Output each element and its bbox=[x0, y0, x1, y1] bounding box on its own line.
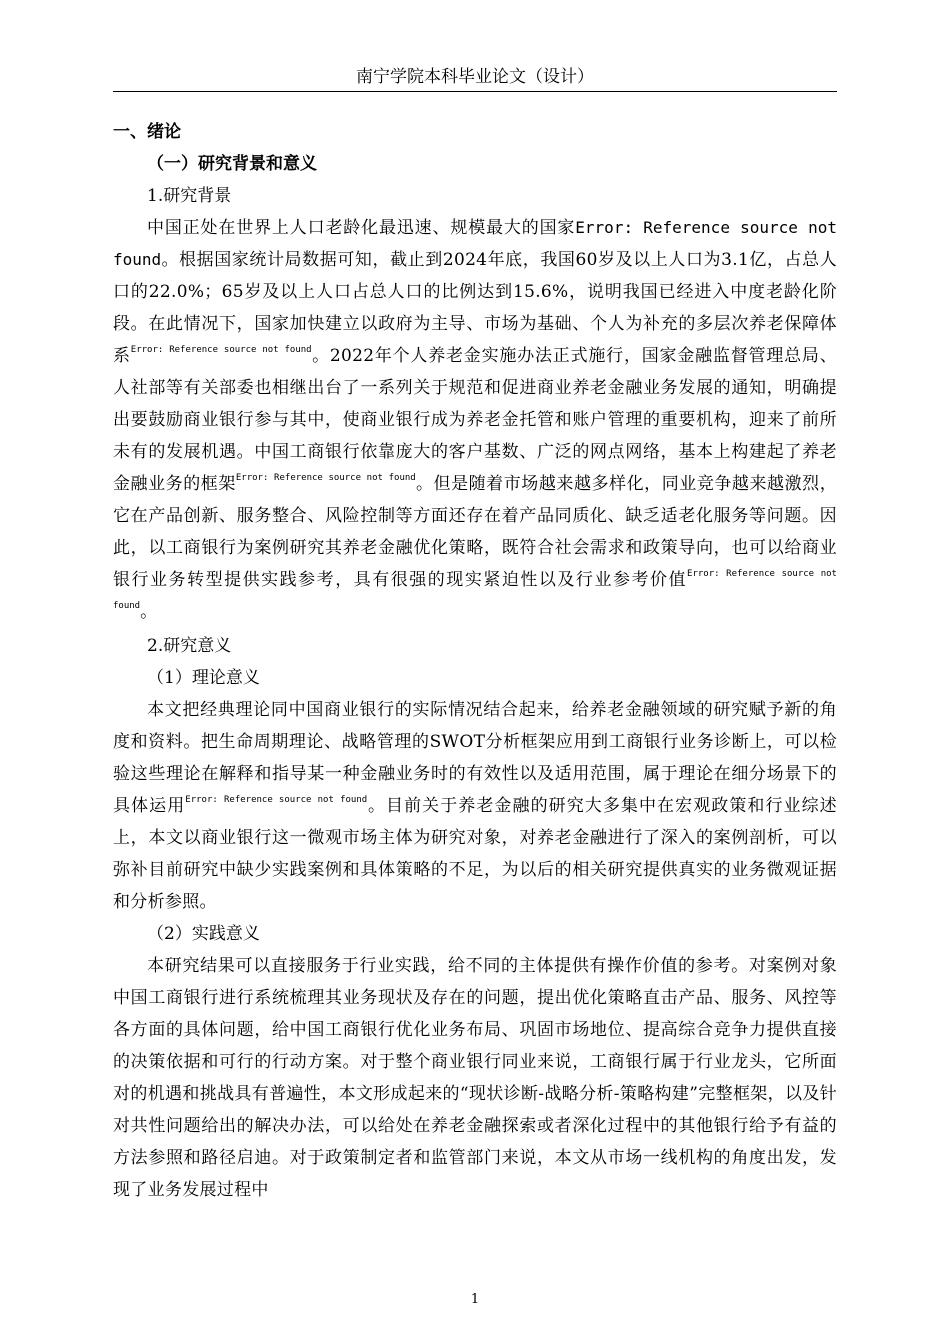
subsection-title-practice: （2）实践意义 bbox=[147, 924, 260, 944]
chapter-heading: 一、绪论 bbox=[113, 122, 181, 142]
text-run: 中国正处在世界上人口老龄化最迅速、规模最大的国家 bbox=[147, 218, 576, 238]
reference-error-superscript: Error: Reference source not found bbox=[113, 569, 837, 611]
paragraph-practice: 本研究结果可以直接服务于行业实践，给不同的主体提供有操作价值的参考。对案例对象中国工商银行进行系统梳理其业务现状及存在的问题，提出优化策略直击产品、服务、风控等各方面的具体问题，给中国工商银行优化业务布局、巩固市场地位、提高综合竞争力提供直接的决策依据和可行的行动方案。对于整个商业银行同业来说，工商银行属于行业龙头，它所面对的机遇和挑战具有普遍性，本文形成起来的“现状诊断-战略分析-策略构建”完整框架，以及针对共性问题给出的解决办法，可以给处在养老金融探索或者深化过程中的其他银行给予有益的方法参照和路径启迪。对于政策制定者和监管部门来说，本文从市场一线机构的角度出发，发现了业务发展过程中 bbox=[113, 956, 837, 1200]
page-number: 1 bbox=[470, 1292, 480, 1307]
subsection-title-significance: 2.研究意义 bbox=[147, 636, 232, 656]
text-run: 。 bbox=[140, 602, 158, 622]
text-run: 。目前关于养老金融的研究大多集中在宏观政策和行业综述上，本文以商业银行这一微观市场主体为研究对象，对养老金融进行了深入的案例剖析，可以弥补目前研究中缺少实践案例和具体策略的不足，为以后的相关研究提供真实的业务微观证据和分析参照。 bbox=[113, 796, 837, 912]
reference-error-superscript: Error: Reference source not found bbox=[130, 345, 312, 355]
subsection-title-background: 1.研究背景 bbox=[147, 186, 232, 206]
reference-error-inline: Error: Reference source not found bbox=[113, 218, 838, 269]
reference-error-superscript: Error: Reference source not found bbox=[235, 473, 416, 483]
reference-error-superscript: Error: Reference source not found bbox=[185, 795, 368, 805]
text-run: 本文把经典理论同中国商业银行的实际情况结合起来，给养老金融领域的研究赋予新的角度和资料。把生命周期理论、战略管理的SWOT分析框架应用到工商银行业务诊断上，可以检验这些理论在解释和指导某一种金融业务时的有效性以及适用范围，属于理论在细分场景下的具体运用 bbox=[113, 700, 837, 816]
text-run: 。2022年个人养老金实施办法正式施行，国家金融监督管理总局、人社部等有关部委也相继出台了一系列关于规范和促进商业养老金融业务发展的通知，明确提出要鼓励商业银行参与其中，使商业银行成为养老金托管和账户管理的重要机构，迎来了前所未有的发展机遇。中国工商银行依靠庞大的客户基数、广泛的网点网络，基本上构建起了养老金融业务的框架 bbox=[113, 346, 837, 494]
paragraph-background bbox=[113, 212, 837, 628]
running-header: 南宁学院本科毕业论文（设计） bbox=[356, 67, 594, 87]
header-rule bbox=[113, 91, 837, 92]
text-run: 。根据国家统计局数据可知，截止到2024年底，我国60岁及以上人口为3.1亿，占总人口的22.0%；65岁及以上人口占总人口的比例达到15.6%，说明我国已经进入中度老龄化阶段。在此情况下，国家加快建立以政府为主导、市场为基础、个人为补充的多层次养老保障体系 bbox=[113, 250, 837, 366]
text-run: 。但是随着市场越来越多样化，同业竞争越来越激烈，它在产品创新、服务整合、风险控制等方面还存在着产品同质化、缺乏适老化服务等问题。因此，以工商银行为案例研究其养老金融优化策略，既符合社会需求和政策导向，也可以给商业银行业务转型提供实践参考，具有很强的现实紧迫性以及行业参考价值 bbox=[113, 474, 837, 590]
body-text bbox=[113, 116, 837, 1206]
subsection-title-theory: （1）理论意义 bbox=[147, 668, 260, 688]
section-heading: （一）研究背景和意义 bbox=[147, 154, 317, 174]
paragraph-theory bbox=[113, 694, 837, 918]
